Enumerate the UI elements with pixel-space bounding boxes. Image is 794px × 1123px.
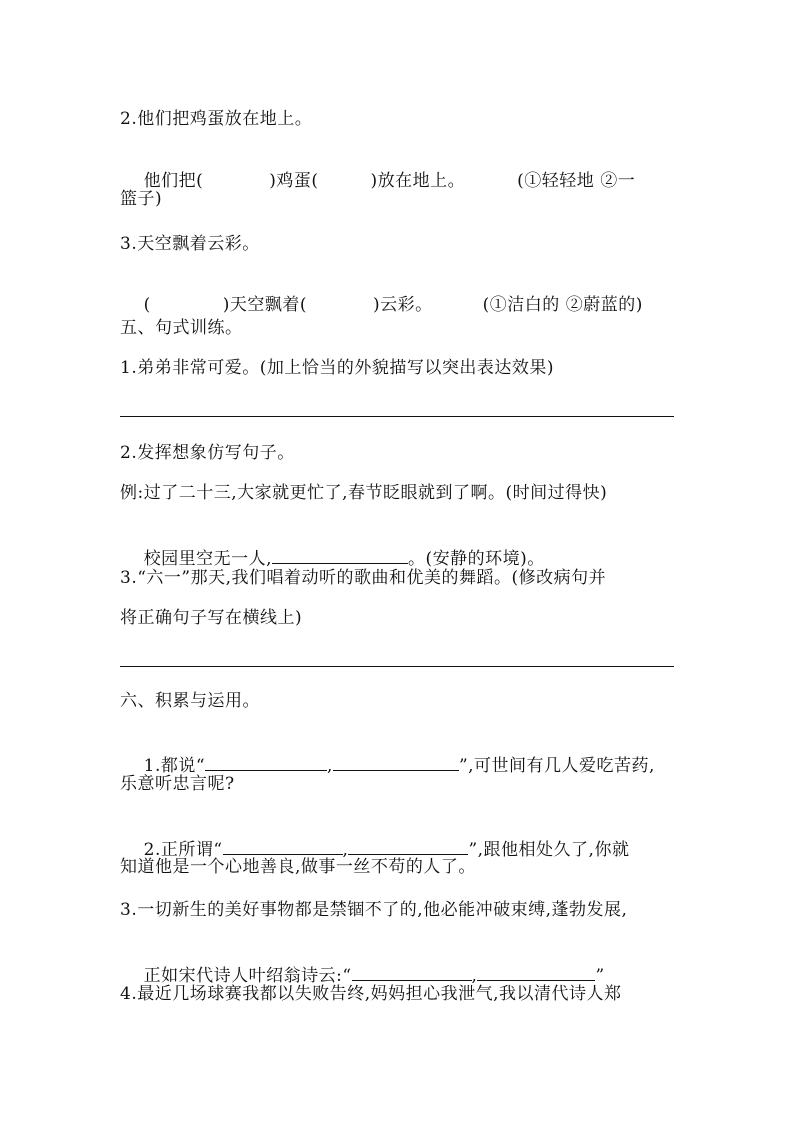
q6-item2-comma: , [342,840,349,860]
q5-item2-post: 。(安静的环境)。 [408,549,545,569]
q4-item2-pre: 他们把( [143,171,204,191]
q4-item2-fill-line [120,148,635,214]
q6-item2-blank-2[interactable] [348,837,468,855]
q4-item2-post: )放在地上。 [370,171,466,191]
q4-item2-options-cont: 篮子) [120,189,163,209]
q5-item1-answer-line[interactable] [120,416,674,417]
q4-item2-mid: )鸡蛋( [269,171,319,191]
q6-item3-blank-1[interactable] [352,963,472,981]
q5-item2: 2.发挥想象仿写句子。 [120,443,295,463]
q6-item4-line1: 4.最近几场球赛我都以失败告终,妈妈担心我泄气,我以清代诗人郑 [120,984,622,1004]
q4-item3-post: )云彩。 [373,295,433,315]
q6-item1-post: ”,可世间有几人爱吃苦药, [458,756,655,776]
q6-item1-blank-2[interactable] [333,753,459,771]
q5-item2-blank[interactable] [272,546,408,564]
q6-item3-post: ” [595,966,605,986]
q6-item2-pre: 2.正所谓“ [143,840,223,860]
q5-item3-answer-line[interactable] [120,666,674,667]
q5-item2-example: 例:过了二十三,大家就更忙了,春节眨眼就到了啊。(时间过得快) [120,483,608,503]
q4-item2-prompt: 2.他们把鸡蛋放在地上。 [120,109,313,129]
q5-item1: 1.弟弟非常可爱。(加上恰当的外貌描写以突出表达效果) [120,358,554,378]
q5-heading: 五、句式训练。 [120,318,243,338]
q6-item1-blank-1[interactable] [205,753,327,771]
q4-item3-prompt: 3.天空飘着云彩。 [120,234,260,254]
q4-item3-mid: )天空飘着( [222,295,308,315]
q6-item2-blank-1[interactable] [223,837,343,855]
q6-item2-line2: 知道他是一个心地善良,做事一丝不苟的人了。 [120,857,476,877]
q4-item2-options: (①轻轻地 ②一 [517,171,636,191]
q6-item1-pre: 1.都说“ [143,756,206,776]
q6-item3-pre: 正如宋代诗人叶绍翁诗云:“ [143,966,352,986]
q6-item2-post: ”,跟他相处久了,你就 [468,840,630,860]
q6-heading: 六、积累与运用。 [120,691,260,711]
q6-item3-line1: 3.一切新生的美好事物都是禁锢不了的,他必能冲破束缚,蓬勃发展, [120,900,628,920]
q6-item3-comma: , [471,966,478,986]
q4-item3-pre: ( [143,295,151,315]
q5-item3-line1: 3.“六一”那天,我们唱着动听的歌曲和优美的舞蹈。(修改病句并 [120,568,607,588]
q4-item3-options: (①洁白的 ②蔚蓝的) [482,295,643,315]
q5-item3-line2: 将正确句子写在横线上) [120,608,303,628]
q5-item2-pre: 校园里空无一人, [143,549,273,569]
q6-item1-line2: 乐意听忠言呢? [120,774,235,794]
q6-item1-comma: , [327,756,333,776]
q6-item3-blank-2[interactable] [477,963,595,981]
